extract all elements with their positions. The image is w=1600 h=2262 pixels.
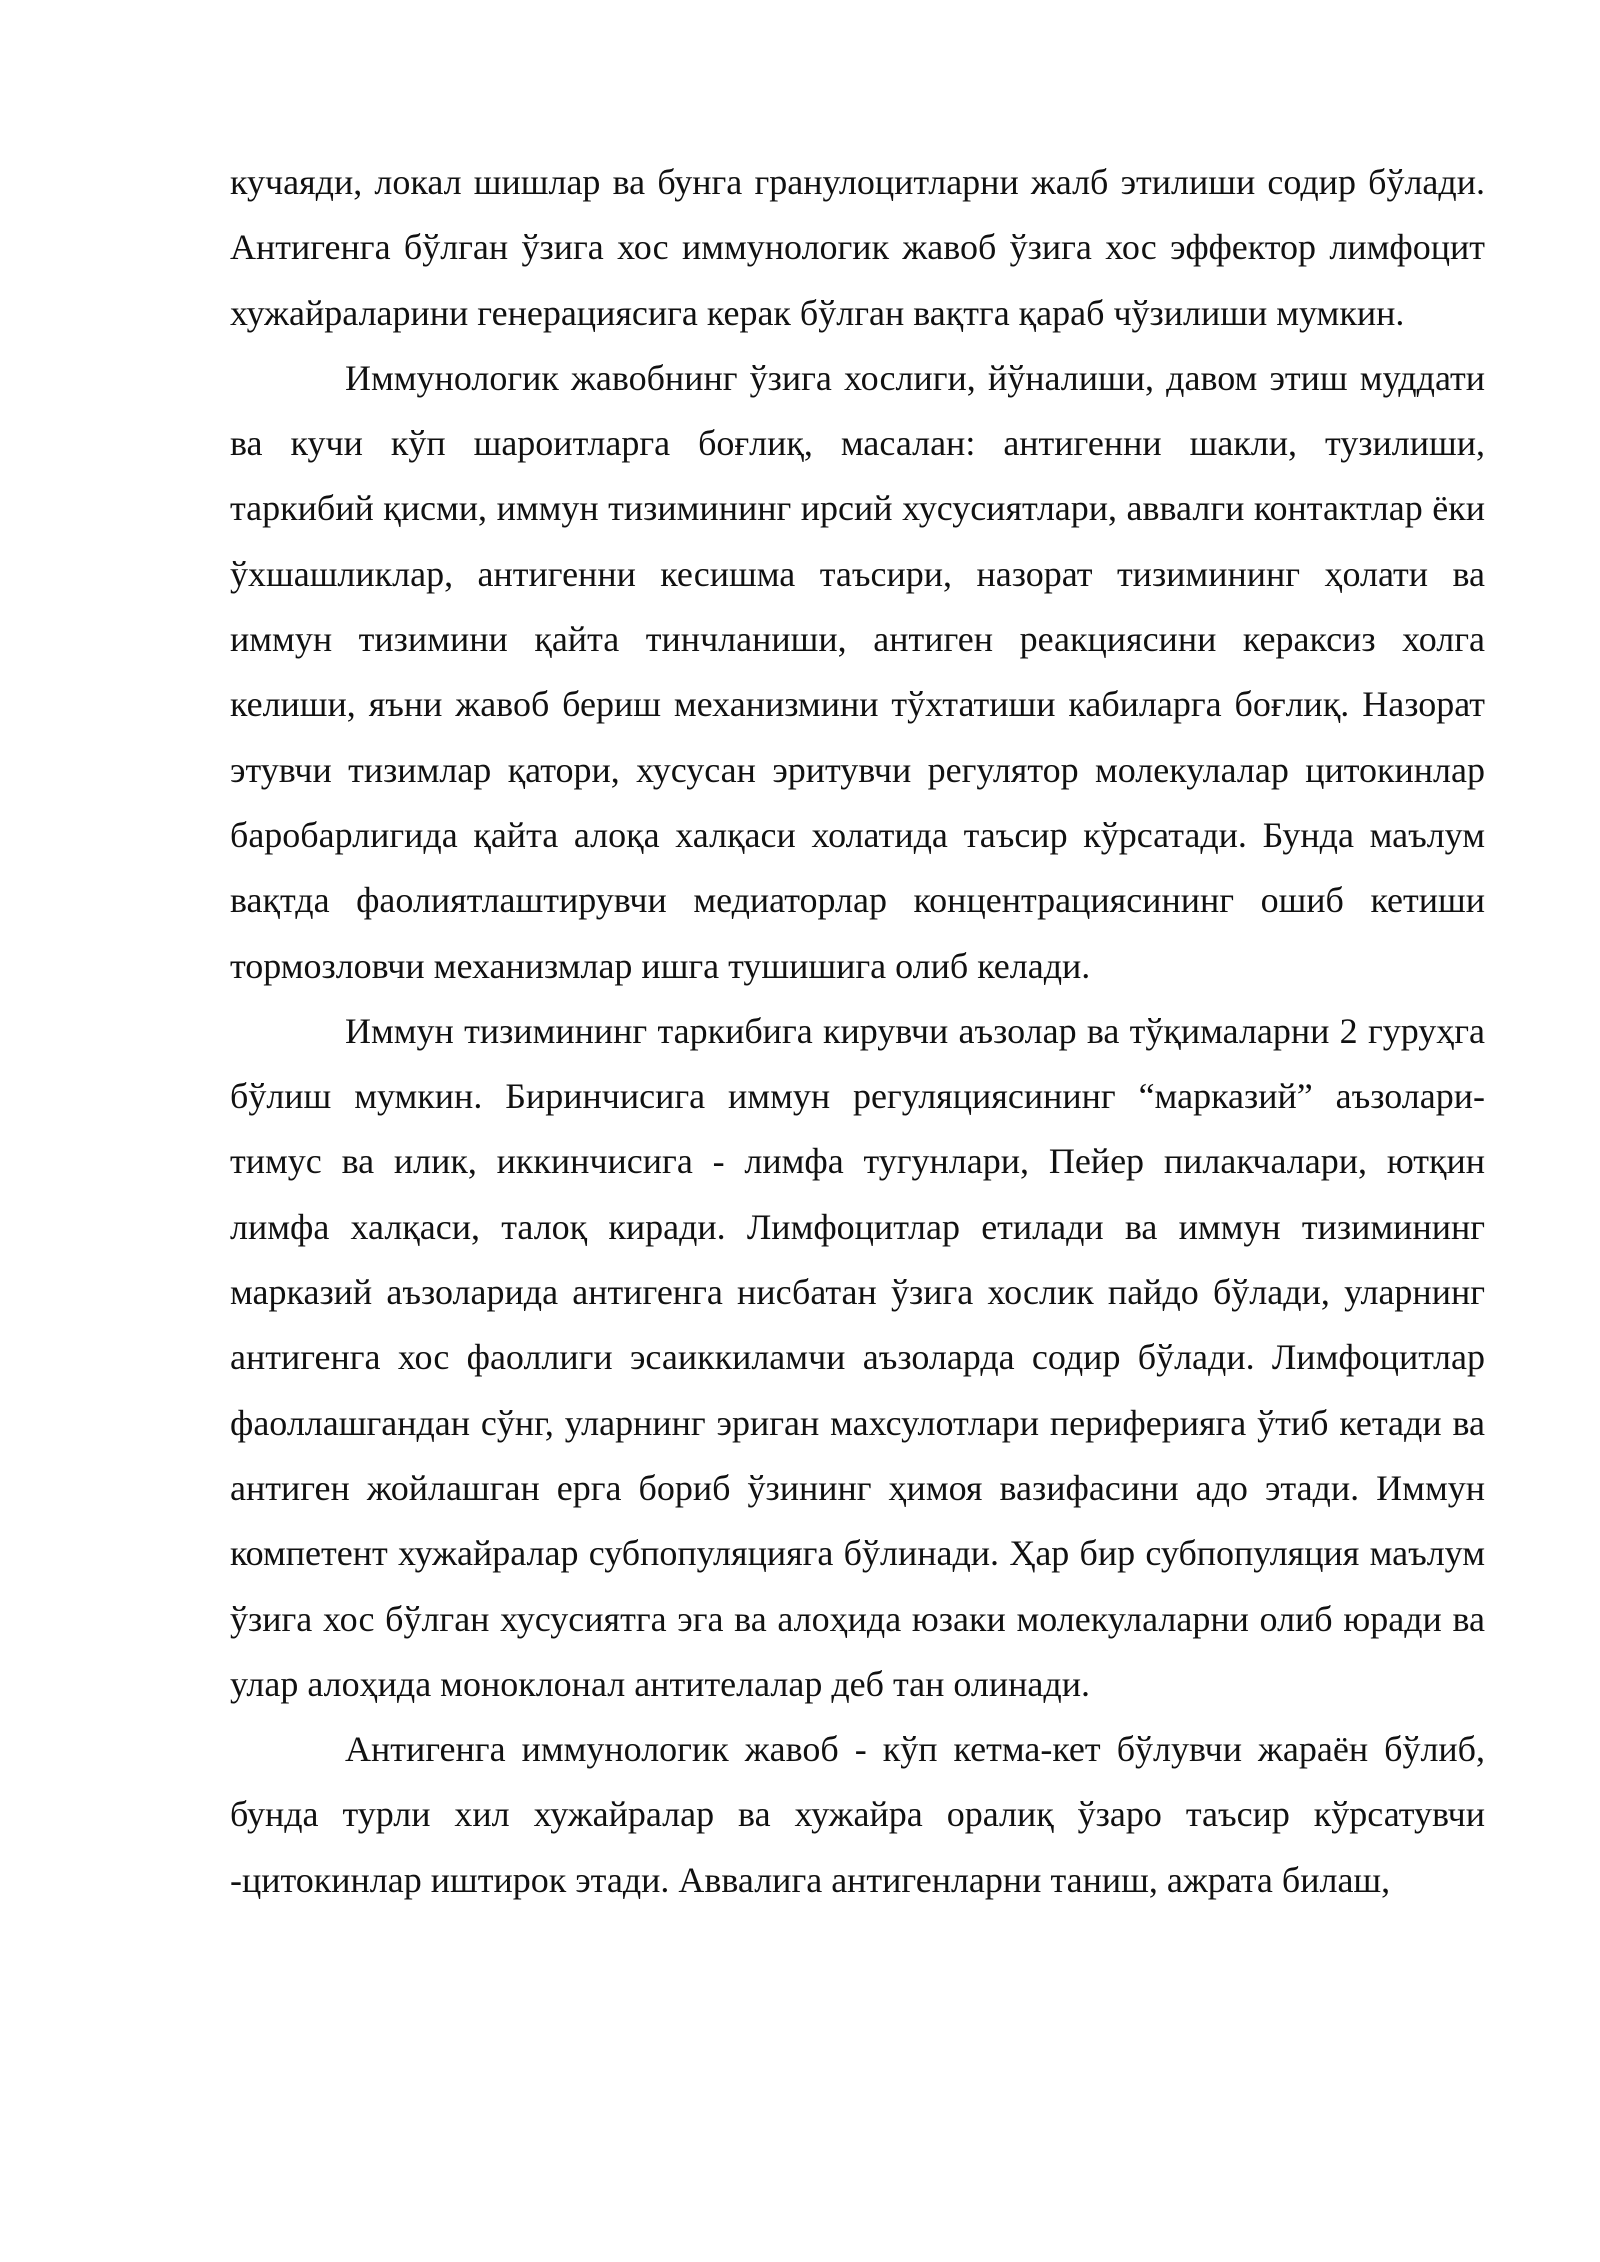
paragraph-antigen-response: Антигенга иммунологик жавоб - кўп кетма-кет бўлувчи жараён бўлиб, бунда турли хил хужайралар ва хужайра оралиқ ўзаро таъсир кўрсатувчи -цитокинлар иштирок этади. Аввалига антигенларни таниш, ажрата билаш, [230, 1729, 1485, 1900]
document-page [230, 150, 1485, 1913]
paragraph-immune-organs: Иммун тизимининг таркибига кирувчи аъзолар ва тўқималарни 2 гуруҳга бўлиш мумкин. Биринчисига иммун регуляциясининг “марказий” аъзолари-тимус ва илик, иккинчисига - лимфа тугунлари, Пейер пилакчалари, ютқин лимфа халқаси, талоқ киради. Лимфоцитлар етилади ва иммун тизимининг марказий аъзоларида антигенга нисбатан ўзига хослик пайдо бўлади, уларнинг антигенга хос фаоллиги эсаиккиламчи аъзоларда содир бўлади. Лимфоцитлар фаоллашгандан сўнг, уларнинг эриган махсулотлари периферияга ўтиб кетади ва антиген жойлашган ерга бориб ўзининг ҳимоя вазифасини адо этади. Иммун компетент хужайралар субпопуляцияга бўлинади. Ҳар бир субпопуляция маълум ўзига хос бўлган хусусиятга эга ва алоҳида юзаки молекулаларни олиб юради ва улар алоҳида моноклонал антителалар деб тан олинади. [230, 1010, 1485, 1704]
paragraph-continuation: кучаяди, локал шишлар ва бунга гранулоцитларни жалб этилиши содир бўлади. Антигенга бўлган ўзига хос иммунологик жавоб ўзига хос эффектор лимфоцит хужайраларини генерациясига керак бўлган вақтга қараб чўзилиши мумкин. [230, 162, 1485, 333]
paragraph-immunologic-response: Иммунологик жавобнинг ўзига хослиги, йўналиши, давом этиш муддати ва кучи кўп шароитларга боғлиқ, масалан: антигенни шакли, тузилиши, таркибий қисми, иммун тизимининг ирсий хусусиятлари, аввалги контактлар ёки ўхшашликлар, антигенни кесишма таъсири, назорат тизимининг ҳолати ва иммун тизимини қайта тинчланиши, антиген реакциясини кераксиз холга келиши, яъни жавоб бериш механизмини тўхтатиши кабиларга боғлиқ. Назорат этувчи тизимлар қатори, хусусан эритувчи регулятор молекулалар цитокинлар баробарлигида қайта алоқа халқаси холатида таъсир кўрсатади. Бунда маълум вақтда фаолиятлаштирувчи медиаторлар концентрациясининг ошиб кетиши тормозловчи механизмлар ишга тушишига олиб келади. [230, 357, 1485, 986]
